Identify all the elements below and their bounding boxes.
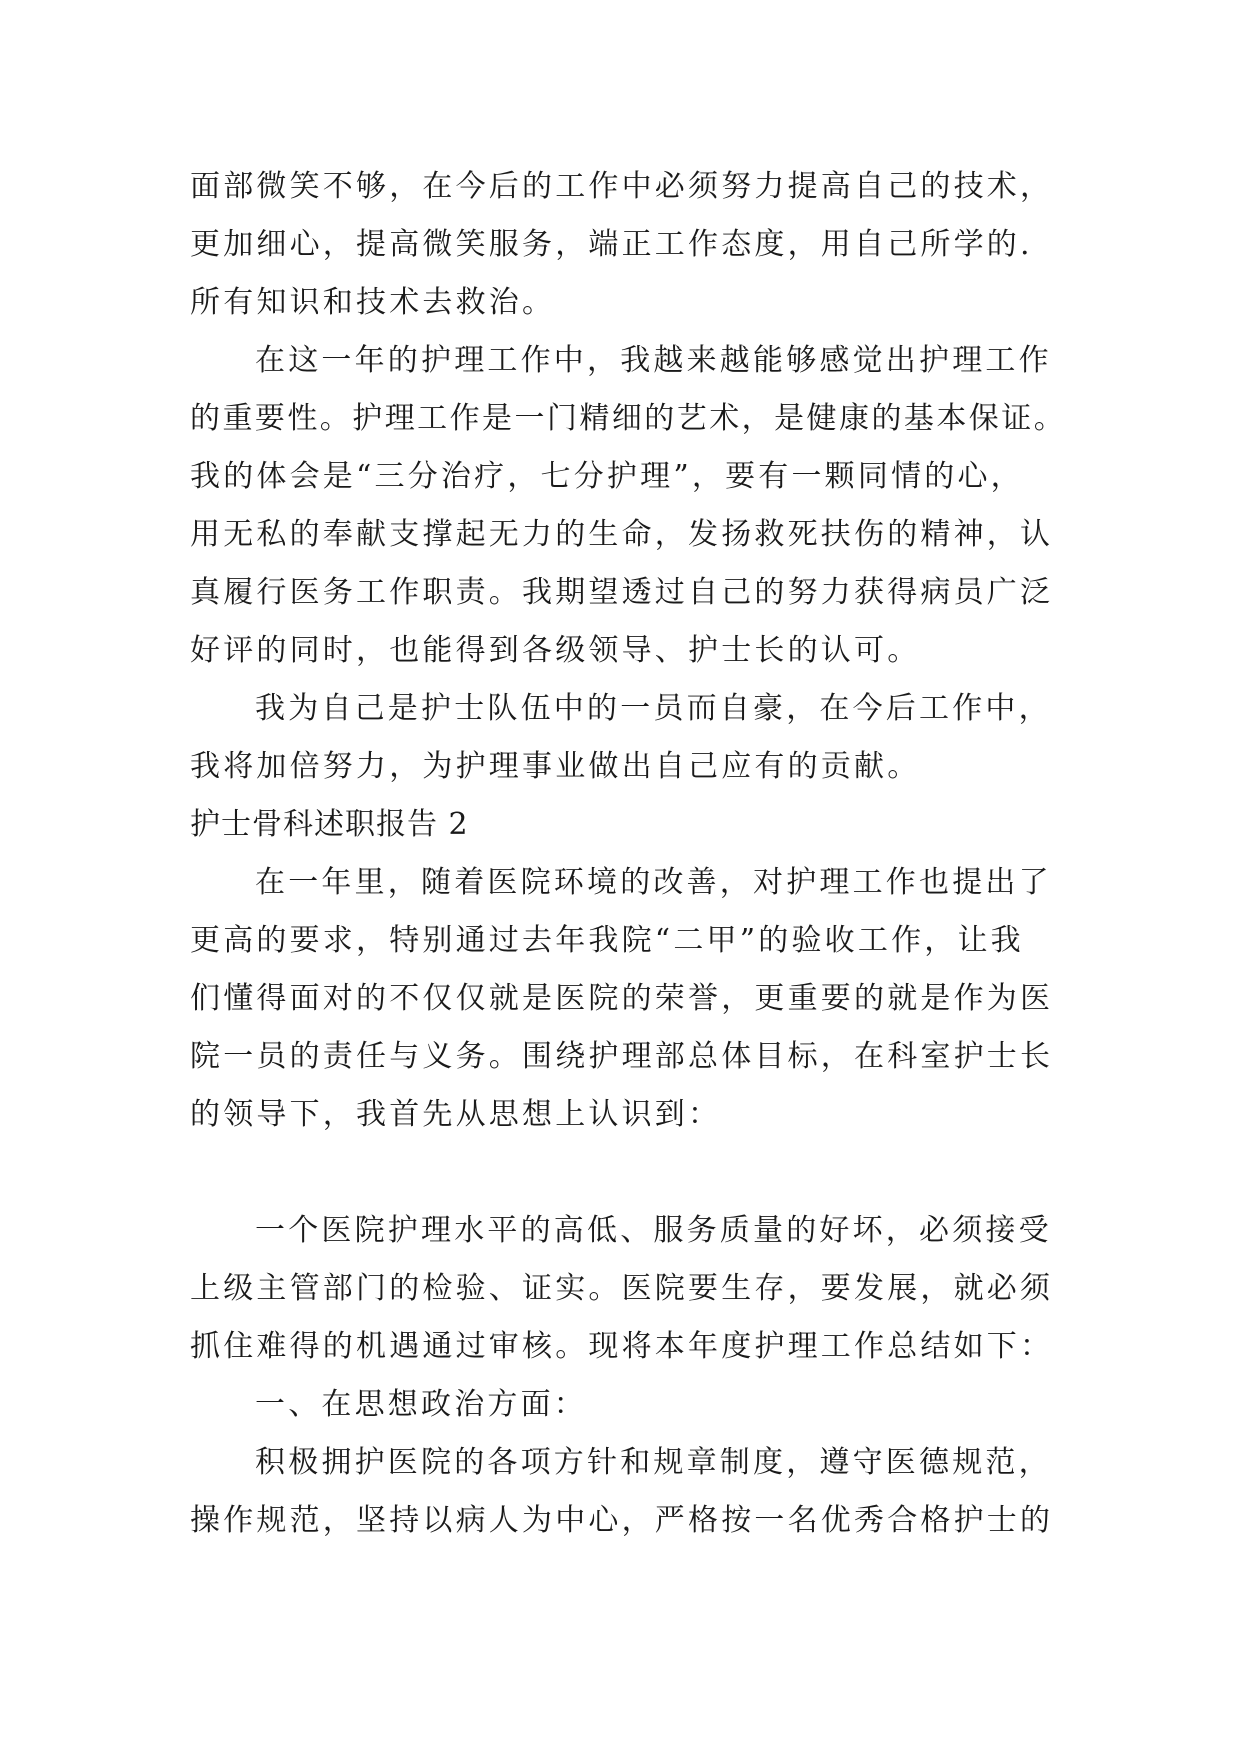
paragraph-start: 在一年里，随着医院环境的改善，对护理工作也提出了 — [255, 865, 1052, 900]
text-line: 们懂得面对的不仅仅就是医院的荣誉，更重要的就是作为医 — [190, 981, 1054, 1016]
text-line: 用无私的奉献支撑起无力的生命，发扬救死扶伤的精神，认 — [190, 517, 1054, 552]
text-line: 院一员的责任与义务。围绕护理部总体目标，在科室护士长 — [190, 1039, 1054, 1074]
text-line: 我的体会是“三分治疗，七分护理”，要有一颗同情的心， — [190, 459, 1024, 494]
paragraph-start: 在这一年的护理工作中，我越来越能够感觉出护理工作 — [255, 343, 1052, 378]
text-line: 抓住难得的机遇通过审核。现将本年度护理工作总结如下： — [190, 1329, 1054, 1364]
section-heading: 护士骨科述职报告 2 — [190, 807, 469, 842]
text-line: 更高的要求，特别通过去年我院“二甲”的验收工作，让我 — [190, 923, 1024, 958]
paragraph-start: 我为自己是护士队伍中的一员而自豪，在今后工作中， — [255, 691, 1052, 726]
paragraph-start: 积极拥护医院的各项方针和规章制度，遵守医德规范， — [255, 1445, 1052, 1480]
text-line: 我将加倍努力，为护理事业做出自己应有的贡献。 — [190, 749, 921, 784]
text-line: 所有知识和技术去救治。 — [190, 285, 556, 320]
text-line: 面部微笑不够，在今后的工作中必须努力提高自己的技术， — [190, 169, 1054, 204]
text-line: 真履行医务工作职责。我期望透过自己的努力获得病员广泛 — [190, 575, 1054, 610]
text-line: 的领导下，我首先从思想上认识到： — [190, 1097, 722, 1132]
text-line: 好评的同时，也能得到各级领导、护士长的认可。 — [190, 633, 921, 668]
text-line: 更加细心，提高微笑服务，端正工作态度，用自己所学的. — [190, 227, 1033, 262]
paragraph-start: 一个医院护理水平的高低、服务质量的好坏，必须接受 — [255, 1213, 1052, 1248]
subheading: 一、在思想政治方面： — [255, 1387, 587, 1422]
text-line: 的重要性。护理工作是一门精细的艺术，是健康的基本保证。 — [190, 401, 1067, 436]
text-line: 操作规范，坚持以病人为中心，严格按一名优秀合格护士的 — [190, 1503, 1054, 1538]
text-line: 上级主管部门的检验、证实。医院要生存，要发展，就必须 — [190, 1271, 1054, 1306]
